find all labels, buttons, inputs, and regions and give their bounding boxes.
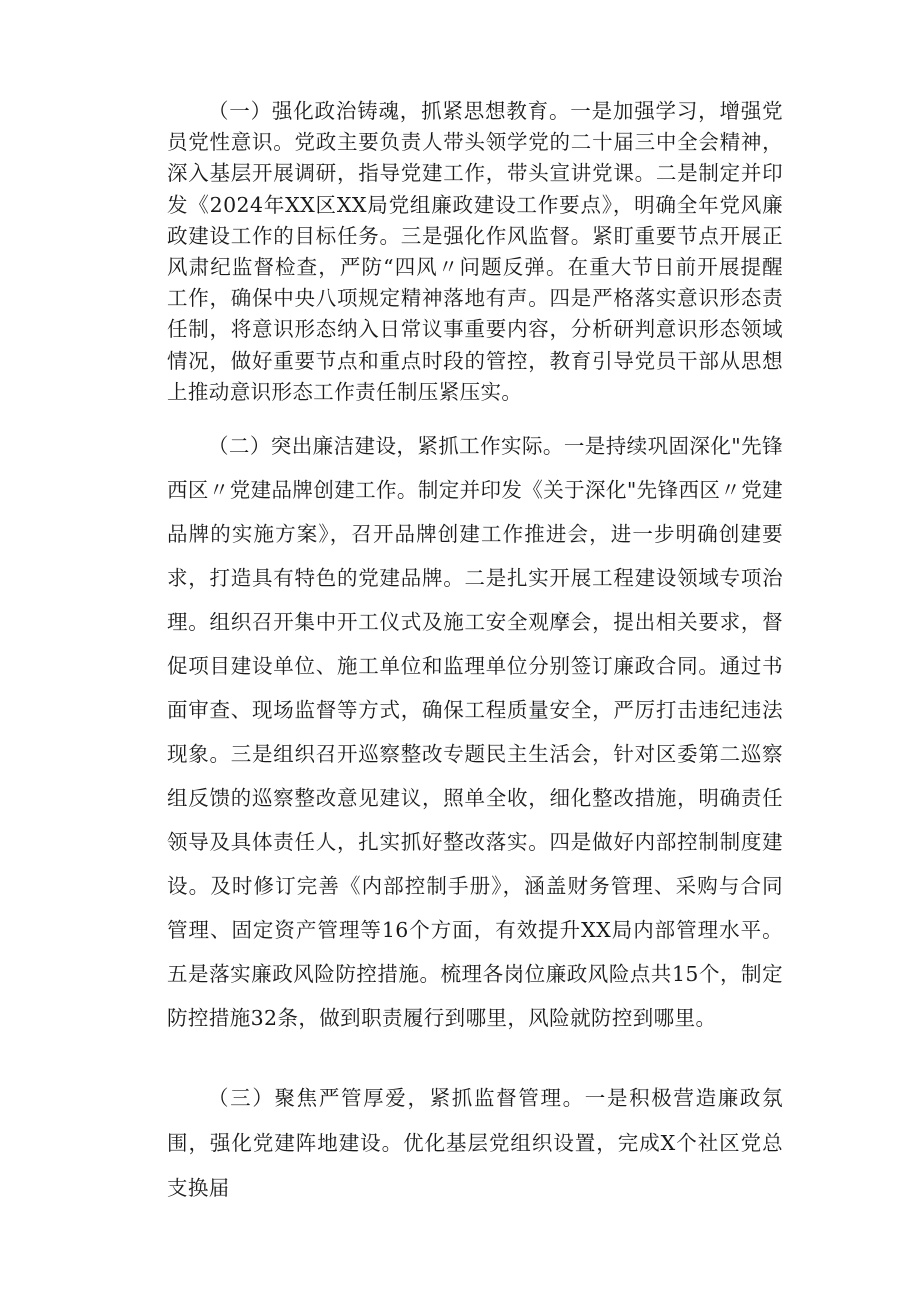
paragraph-3: （三）聚焦严管厚爱，紧抓监督管理。一是积极营造廉政氛围，强化党建阵地建设。优化基层党组织设置，完成X个社区党总支换届	[167, 1086, 783, 1200]
paragraph-1: （一）强化政治铸魂，抓紧思想教育。一是加强学习，增强党员党性意识。党政主要负责人带头领学党的二十届三中全会精神，深入基层开展调研，指导党建工作，带头宣讲党课。二是制定并印发《2024年XX区XX局党组廉政建设工作要点》，明确全年党风廉政建设工作的目标任务。三是强化作风监督。紧盯重要节点开展正风肃纪监督检查，严防“四风〃问题反弹。在重大节日前开展提醒工作，确保中央八项规定精神落地有声。四是严格落实意识形态责任制，将意识形态纳入日常议事重要内容，分析研判意识形态领域情况，做好重要节点和重点时段的管控，教育引导党员干部从思想上推动意识形态工作责任制压紧压实。	[167, 99, 783, 404]
paragraph-2: （二）突出廉洁建设，紧抓工作实际。一是持续巩固深化"先锋西区〃党建品牌创建工作。制定并印发《关于深化"先锋西区〃党建品牌的实施方案》，召开品牌创建工作推进会，进一步明确创建要求，打造具有特色的党建品牌。二是扎实开展工程建设领域专项治理。组织召开集中开工仪式及施工安全观摩会，提出相关要求，督促项目建设单位、施工单位和监理单位分别签订廉政合同。通过书面审查、现场监督等方式，确保工程质量安全，严厉打击违纪违法现象。三是组织召开巡察整改专题民主生活会，针对区委第二巡察组反馈的巡察整改意见建议，照单全收，细化整改措施，明确责任领导及具体责任人，扎实抓好整改落实。四是做好内部控制制度建设。及时修订完善《内部控制手册》，涵盖财务管理、采购与合同管理、固定资产管理等16个方面，有效提升XX局内部管理水平。五是落实廉政风险防控措施。梳理各岗位廉政风险点共15个，制定防控措施32条，做到职责履行到哪里，风险就防控到哪里。	[167, 434, 783, 1030]
